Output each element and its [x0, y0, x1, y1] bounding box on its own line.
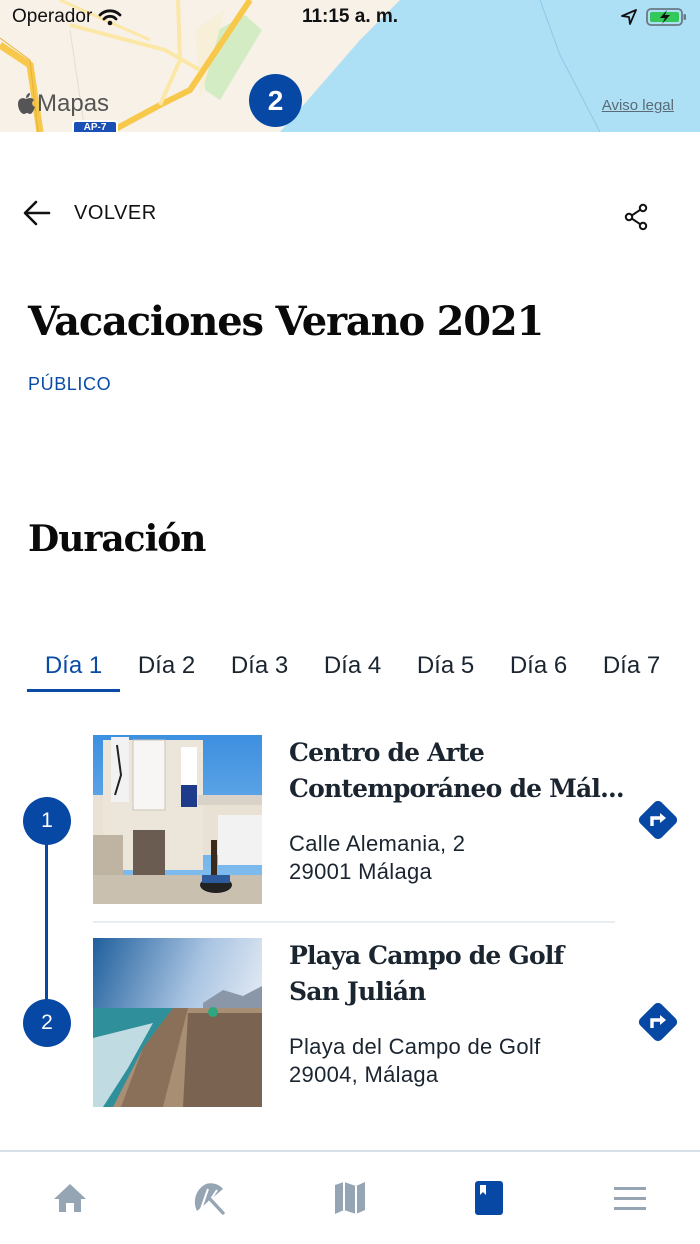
duration-heading: Duración	[28, 518, 206, 560]
nav-home[interactable]	[45, 1176, 95, 1220]
tab-day-3[interactable]: Día 3	[230, 652, 289, 679]
tab-day-1[interactable]: Día 1	[27, 650, 120, 692]
nav-beaches[interactable]	[185, 1176, 235, 1220]
road-badge: AP-7	[72, 120, 118, 132]
back-button[interactable]	[22, 198, 157, 228]
museum-facade-photo	[93, 735, 262, 904]
nav-map[interactable]	[325, 1176, 375, 1220]
arrow-left-icon	[22, 198, 52, 228]
share-button[interactable]	[622, 202, 652, 232]
place-name[interactable]: Playa Campo de Golf San Julián	[289, 941, 564, 1006]
share-icon	[622, 202, 652, 232]
directions-icon	[634, 998, 682, 1046]
item-divider	[93, 921, 615, 923]
directions-button-1[interactable]	[634, 796, 682, 844]
bottom-navigation	[0, 1150, 700, 1244]
tab-day-6[interactable]: Día 6	[509, 652, 568, 679]
bookmark-book-icon	[474, 1180, 504, 1216]
trip-title: Vacaciones Verano 2021	[28, 298, 544, 345]
maps-brand-label: Mapas	[37, 90, 110, 117]
visibility-badge[interactable]: PÚBLICO	[28, 374, 112, 394]
map-cluster-pin[interactable]: 2	[249, 74, 302, 127]
itinerary-item[interactable]	[93, 735, 683, 905]
day-tabs	[27, 650, 678, 692]
tab-day-4[interactable]: Día 4	[323, 652, 382, 679]
place-name[interactable]: Centro de Arte Contemporáneo de Mál...	[289, 738, 624, 803]
beach-photo	[93, 938, 262, 1107]
nav-menu[interactable]	[605, 1176, 655, 1220]
tab-day-7[interactable]: Día 7	[602, 652, 661, 679]
apple-maps-logo	[16, 90, 109, 118]
location-arrow-icon	[620, 8, 638, 26]
battery-charging-icon	[646, 7, 688, 27]
apple-icon	[16, 93, 36, 115]
tab-day-2[interactable]: Día 2	[137, 652, 196, 679]
beach-umbrella-icon	[193, 1181, 227, 1215]
tab-day-5[interactable]: Día 5	[416, 652, 475, 679]
place-address: Playa del Campo de Golf 29004, Málaga	[289, 1034, 541, 1087]
menu-icon	[613, 1184, 647, 1212]
itinerary-item[interactable]	[93, 938, 683, 1108]
status-bar	[0, 0, 700, 36]
directions-button-2[interactable]	[634, 998, 682, 1046]
step-marker-1: 1	[23, 797, 71, 845]
carrier-label: Operador	[12, 6, 93, 27]
legal-notice-link[interactable]: Aviso legal	[601, 97, 674, 114]
directions-icon	[634, 796, 682, 844]
timeline-connector	[45, 822, 48, 1022]
map-icon	[333, 1181, 367, 1215]
clock: 11:15 a. m.	[301, 6, 399, 27]
home-icon	[53, 1182, 87, 1214]
nav-my-plans[interactable]	[464, 1176, 514, 1220]
map-preview[interactable]	[0, 0, 700, 132]
status-icons	[620, 7, 688, 27]
step-marker-2: 2	[23, 999, 71, 1047]
place-address: Calle Alemania, 2 29001 Málaga	[289, 831, 466, 884]
back-label: VOLVER	[74, 201, 157, 224]
